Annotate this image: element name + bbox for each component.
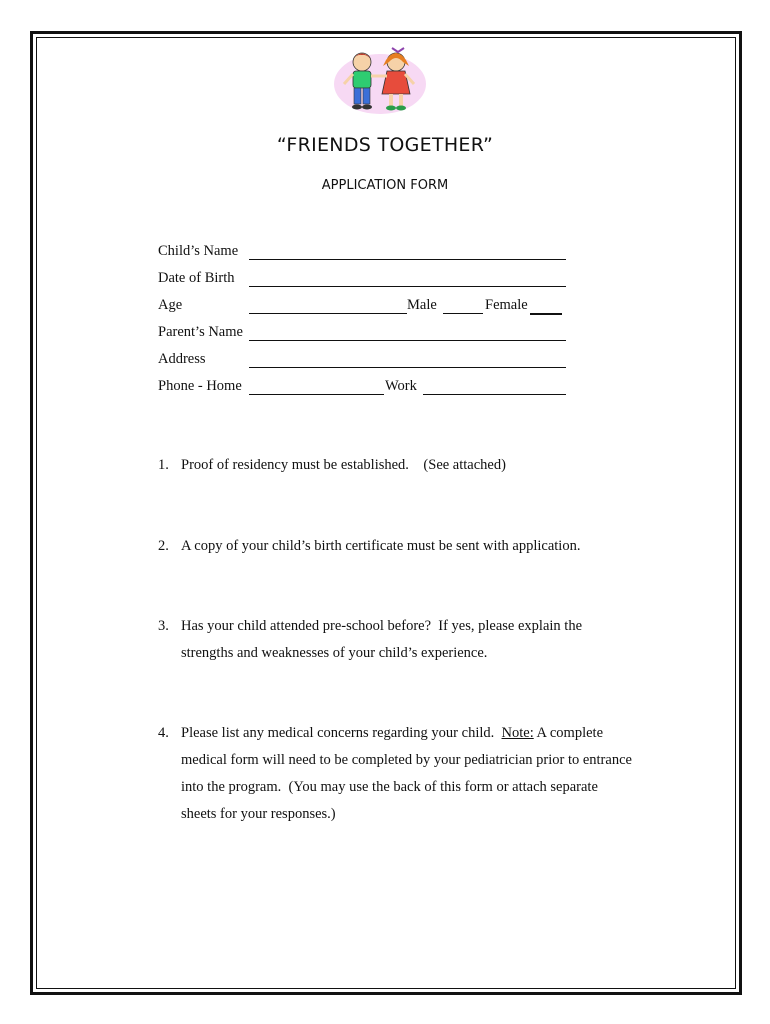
form-subtitle: APPLICATION FORM	[321, 178, 449, 193]
female-label: Female	[485, 297, 528, 313]
male-field[interactable]	[443, 313, 483, 314]
item-text-line-4: sheets for your responses.)	[181, 806, 336, 822]
instruction-item-2	[158, 533, 580, 560]
age-label: Age	[158, 297, 183, 313]
item-text-line-2: medical form will need to be completed by your pediatrician prior to entrance	[181, 752, 632, 768]
age-field[interactable]	[249, 313, 407, 314]
item-number: 1.	[158, 457, 169, 473]
phone-home-label: Phone - Home	[158, 378, 242, 394]
date-of-birth-label: Date of Birth	[158, 270, 235, 286]
work-phone-field[interactable]	[423, 394, 566, 395]
female-field[interactable]	[530, 313, 562, 315]
item-text-line-1-end: A complete	[533, 725, 603, 741]
address-field[interactable]	[249, 367, 566, 368]
item-text-line-3: into the program. (You may use the back of this form or attach separate	[181, 779, 598, 795]
instruction-item-3	[158, 613, 582, 667]
item-text-line-1: Has your child attended pre-school before? If yes, please explain the	[181, 618, 583, 634]
work-label: Work	[385, 378, 417, 394]
children-clipart	[330, 44, 430, 120]
male-label: Male	[407, 297, 437, 313]
item-number: 4.	[158, 725, 169, 741]
phone-home-field[interactable]	[249, 394, 384, 395]
note-label: Note:	[501, 725, 534, 741]
childs-name-field[interactable]	[249, 259, 566, 260]
address-label: Address	[158, 351, 206, 367]
item-text-line-1: Please list any medical concerns regarding your child.	[181, 725, 502, 741]
item-text: A copy of your child’s birth certificate must be sent with application.	[181, 538, 581, 554]
item-text-line-2: strengths and weaknesses of your child’s experience.	[181, 645, 488, 661]
parents-name-label: Parent’s Name	[158, 324, 243, 340]
item-number: 3.	[158, 618, 169, 634]
instruction-item-4	[158, 720, 632, 828]
item-number: 2.	[158, 538, 169, 554]
form-title: “FRIENDS TOGETHER”	[276, 134, 494, 156]
date-of-birth-field[interactable]	[249, 286, 566, 287]
childs-name-label: Child’s Name	[158, 243, 239, 259]
instruction-item-1	[158, 452, 506, 479]
parents-name-field[interactable]	[249, 340, 566, 341]
item-text: Proof of residency must be established. (See attached)	[181, 457, 506, 473]
